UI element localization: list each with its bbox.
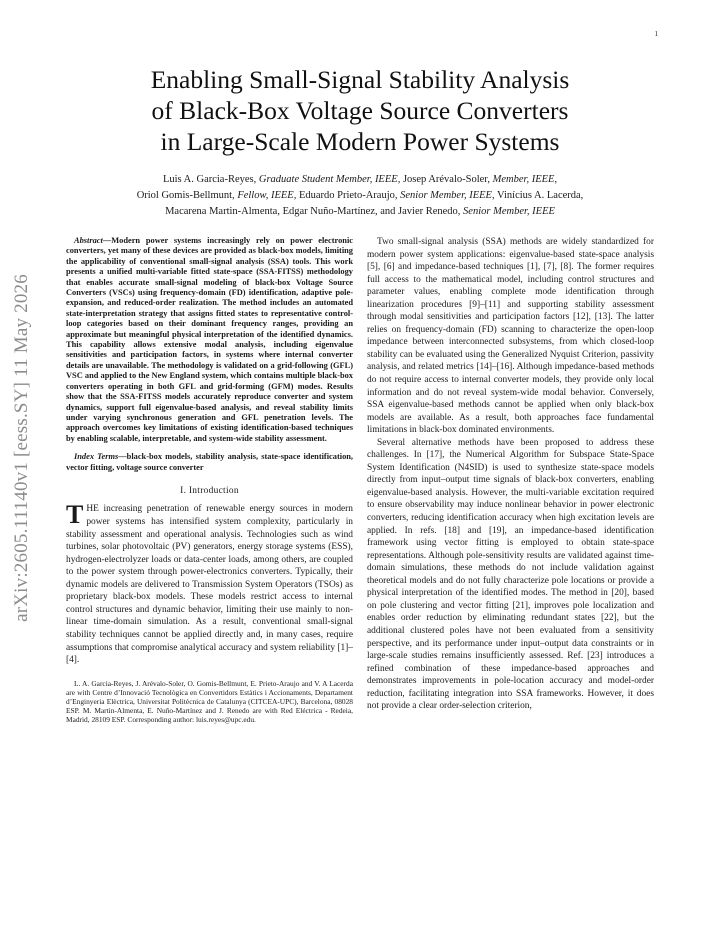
index-terms-label: Index Terms bbox=[74, 452, 119, 462]
body-paragraph: Two small-signal analysis (SSA) methods are widely standardized for modern power system applications: eigenvalue-based state-space analysis [5], [6] and impedance-based techniques [1], [7], [8]. The former requires full access to the mathematical model, including control structures and parameter values, enabling complete mode identification through linearization procedures [9]–[11] and supporting stability assessment through modal sensitivities and participation factors [12], [13]. The latter relies on frequency-domain (FD) scanning to characterize the open-loop impedance between interconnected subsystems, from which closed-loop stability can be evaluated using the Generalized Nyquist Criterion, passivity analysis, and related metrics [14]–[16]. Although impedance-based methods do not require access to internal converter models, they provide only local information and do not reveal system-wide modal behavior. Conversely, SSA eigenvalue-based methods cannot be applied when only black-box models are available. As a result, both approaches face fundamental limitations in black-box dominated environments. bbox=[367, 237, 654, 436]
author-membership: Member, IEEE bbox=[492, 174, 555, 185]
author-line-3 bbox=[60, 204, 660, 220]
abstract-label: Abstract bbox=[74, 236, 103, 245]
intro-paragraph-text: HE increasing penetration of renewable energy sources in modern power systems has intensified system complexity, particularly in stability assessment and operational analysis. Technologies such as wind turbines, solar photovoltaic (PV) generators, energy storage systems (ESS), hydrogen-electrolyzer loads or data-center loads, among others, are coupled to the power system through power-electronics converters. Typically, their dynamic models are delivered to Transmission System Operators (TSOs) as proprietary black-box models. These models restrict access to internal control structures and dynamic behavior, limiting their use mainly to non-linear time-domain simulation. As a result, conventional small-signal stability techniques cannot be applied directly and, in many cases, require assumptions that compromise analytical accuracy and system reliability [1]–[4]. bbox=[66, 504, 353, 666]
left-column bbox=[66, 236, 353, 724]
body-paragraph: Several alternative methods have been proposed to address these challenges. In [17], the Numerical Algorithm for Subspace State-Space System Identification (N4SID) is used to synthesize state-space models directly from input–output time signals of black-box converters, enabling eigenvalue-based analysis. However, the multi-variable excitation required to ensure observability may induce nonlinear behavior in power electronic converters, reducing identification accuracy when high excitation levels are applied. In refs. [18] and [19], an impedance-based identification framework using vector fitting is employed to obtain state-space representations. Although pole-sensitivity results are validated against time-domain simulations, these methods do not include validation against theoretical models and do not fully characterize pole locations or provide a physical interpretation of the identified modes. The method in [20], based on pole clustering and vector fitting [21], improves pole localization and enables order reduction by eliminating redundant states [22], but the additional clustered poles have not been evaluated from a sensitivity perspective, and its performance under input–output data constraints or in large-scale studies remains insufficiently assessed. Ref. [23] introduces a refined combination of these impedance-based approaches and demonstrates improvements in pole-location accuracy and model-order reduction, facilitating integration into SSA frameworks. However, it does not provide a clear order-selection criterion, bbox=[367, 437, 654, 712]
author-membership: Graduate Student Member, IEEE bbox=[258, 174, 398, 185]
author-membership: Senior Member, IEEE bbox=[400, 190, 492, 201]
author-name: , Eduardo Prieto-Araujo, bbox=[293, 190, 401, 201]
author-name: Luis A. Garcia-Reyes, bbox=[162, 174, 259, 185]
author-name: Macarena Martin-Almenta, Edgar Nuño-Martínez, and Javier Renedo, bbox=[165, 206, 464, 217]
affiliation-footnote: L. A. Garcia-Reyes, J. Arévalo-Soler, O. Gomis-Bellmunt, E. Prieto-Araujo and V. A Lacerda are with Centre d’Innovació Tecnològica en Convertidors Estàtics i Accionaments, Departament d’Enginyeria Elèctrica, Universitat Politècnica de Catalunya (CITCEA-UPC), Barcelona, 08028 ESP. M. Martin-Almenta, E. Nuño-Martínez and J. Renedo are with Red Eléctrica - Redeia, Madrid, 28109 ESP. Corresponding author: luis.reyes@upc.edu. bbox=[66, 678, 353, 724]
abstract bbox=[66, 236, 353, 444]
author-separator: , bbox=[554, 174, 558, 185]
abstract-text: —Modern power systems increasingly rely on power electronic converters, yet many of these devices are provided as black-box models, limiting the applicability of conventional small-signal analysis (SSA) tools. This work presents a unified multi-variable fitted state-space (SSA-FITSS) methodology that enables accurate small-signal modeling of black-box Voltage Source Converters (VSCs) using frequency-domain (FD) identification, adaptive pole-expansion, and reduced-order realization. The method includes an automated state-interpretation strategy that assigns fitted states to representative control-loop categories based on their dominant frequency ranges, providing an approximate but meaningful physical interpretation of the identified dynamics. This capability allows extensive modal analysis, including eigenvalue sensitivities and participation factors, in systems where internal converter details are unavailable. The methodology is validated on a grid-following (GFL) VSC and applied to the New England system, which contains multiple black-box converters operating in both GFL and grid-forming (GFM) modes. Results show that the SSA-FITSS models accurately reproduce converter and system dynamics, support full eigenvalue-based analysis, and reveal stability limits under varying synchronous generation and GFL penetration levels. The approach overcomes key limitations of existing identification-based techniques by enabling scalable, interpretable, and system-wide stability assessment. bbox=[66, 236, 353, 443]
title-line-3: in Large-Scale Modern Power Systems bbox=[160, 127, 560, 156]
arxiv-identifier: arXiv:2605.11140v1 [eess.SY] 11 May 2026 bbox=[11, 274, 32, 622]
intro-paragraph bbox=[66, 500, 353, 666]
index-terms-text: —black-box models, stability analysis, state-space identification, vector fitting, voltage source converter bbox=[66, 452, 354, 472]
author-membership: Senior Member, IEEE bbox=[463, 206, 555, 217]
author-name: , Vinícius A. Lacerda, bbox=[491, 190, 584, 201]
author-name: Oriol Gomis-Bellmunt, bbox=[136, 190, 238, 201]
paper-title bbox=[60, 64, 660, 157]
author-membership: Fellow, IEEE bbox=[237, 190, 294, 201]
title-line-1: Enabling Small-Signal Stability Analysis bbox=[150, 65, 570, 94]
arxiv-stamp bbox=[2, 238, 42, 658]
drop-cap: T bbox=[66, 500, 84, 530]
author-list bbox=[60, 172, 660, 220]
section-heading-introduction: I. Introduction bbox=[180, 485, 239, 496]
right-column bbox=[367, 236, 654, 713]
author-line-1 bbox=[60, 172, 660, 188]
page-number: 1 bbox=[654, 30, 658, 38]
author-line-2 bbox=[60, 188, 660, 204]
index-terms bbox=[66, 452, 353, 473]
title-line-2: of Black-Box Voltage Source Converters bbox=[151, 96, 569, 125]
author-name: , Josep Arévalo-Soler, bbox=[397, 174, 493, 185]
